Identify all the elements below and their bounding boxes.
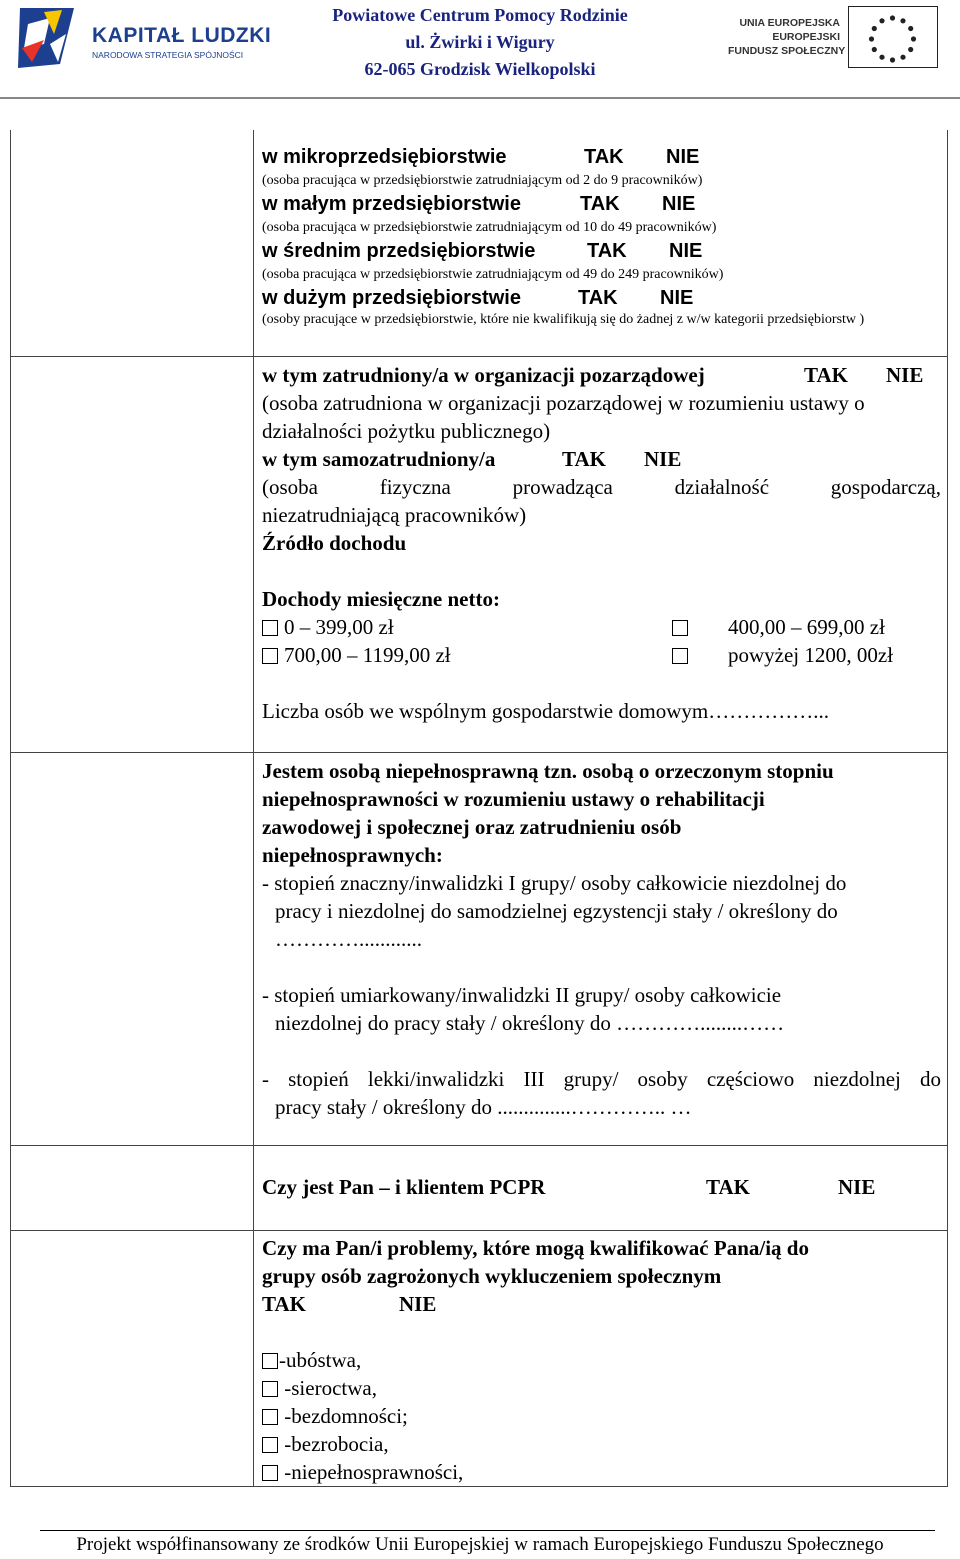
yes-option[interactable]: TAK: [706, 1175, 750, 1199]
exclusion-option-label: -ubóstwa,: [279, 1348, 362, 1372]
checkbox-icon[interactable]: [262, 1437, 278, 1453]
yes-option[interactable]: TAK: [584, 146, 624, 168]
yes-option[interactable]: TAK: [580, 193, 620, 215]
enterprise-option: [262, 286, 941, 310]
income-option[interactable]: [672, 641, 932, 669]
grade-1-line: pracy i niezdolnej do samodzielnej egzystencji stały / określony do: [275, 899, 838, 923]
exclusion-option-label: -niepełnosprawności,: [279, 1460, 464, 1484]
self-employment-note-cont: niezatrudniającą pracowników): [262, 503, 527, 527]
disability-heading-line: niepełnosprawności w rozumieniu ustawy o rehabilitacji: [262, 787, 765, 811]
eu-logo-line: UNIA EUROPEJSKA: [739, 17, 840, 29]
exclusion-option-label: -bezdomności;: [279, 1404, 408, 1428]
exclusion-option-label: -bezrobocia,: [279, 1432, 389, 1456]
income-source-label: Źródło dochodu: [262, 531, 407, 555]
income-option-label: 0 – 399,00 zł: [284, 615, 394, 639]
no-option[interactable]: NIE: [399, 1292, 437, 1316]
checkbox-icon[interactable]: [262, 620, 278, 636]
checkbox-icon[interactable]: [672, 620, 688, 636]
institution-address: [290, 2, 670, 83]
ngo-employment-row: [262, 361, 941, 389]
disability-grade-2[interactable]: [262, 981, 941, 1037]
grade-1-line: - stopień znaczny/inwalidzki I grupy/ osoby całkowicie niezdolnej do: [262, 871, 847, 895]
exclusion-option[interactable]: [262, 1374, 941, 1402]
household-size-field[interactable]: Liczba osób we wspólnym gospodarstwie domowym……………...: [262, 699, 829, 723]
form-row-enterprise: [11, 130, 948, 357]
enterprise-note: (osoby pracujące w przedsiębiorstwie, które nie kwalifikują się do żadnej z w/w kategorii przedsiębiorstw ): [262, 312, 865, 327]
checkbox-icon[interactable]: [262, 648, 278, 664]
income-option[interactable]: [672, 613, 932, 641]
enterprise-label: w małym przedsiębiorstwie: [262, 193, 521, 215]
exclusion-options: [262, 1346, 941, 1486]
income-option[interactable]: [262, 613, 672, 641]
form-row-exclusion: [11, 1231, 948, 1487]
yes-option[interactable]: TAK: [262, 1292, 306, 1316]
form-label-cell: [11, 1231, 254, 1487]
self-employment-note: (osoba fizyczna prowadząca działalność gospodarczą,: [262, 475, 941, 499]
enterprise-note: (osoba pracująca w przedsiębiorstwie zatrudniającym od 2 do 9 pracowników): [262, 173, 703, 188]
form-value-cell: [254, 357, 948, 753]
no-option[interactable]: NIE: [662, 193, 696, 215]
no-option[interactable]: NIE: [669, 240, 703, 262]
disability-grade-1[interactable]: [262, 869, 941, 953]
disability-heading-line: niepełnosprawnych:: [262, 843, 443, 867]
checkbox-icon[interactable]: [262, 1381, 278, 1397]
yes-option[interactable]: TAK: [578, 287, 618, 309]
enterprise-label: w średnim przedsiębiorstwie: [262, 240, 536, 262]
eu-flag-icon: [848, 6, 938, 68]
header-divider: [0, 97, 960, 99]
page-header: [0, 0, 960, 100]
disability-grade-3[interactable]: [262, 1065, 941, 1121]
kapital-ludzki-emblem-icon: [14, 4, 84, 72]
self-employment-label: w tym samozatrudniony/a: [262, 447, 496, 471]
income-option-label: 700,00 – 1199,00 zł: [284, 643, 451, 667]
application-form-table: [10, 130, 948, 1487]
enterprise-note: (osoba pracująca w przedsiębiorstwie zatrudniającym od 10 do 49 pracowników): [262, 220, 717, 235]
institution-street: ul. Żwirki i Wigury: [405, 32, 555, 52]
yes-option[interactable]: TAK: [562, 447, 606, 471]
enterprise-option: [262, 239, 941, 263]
exclusion-option[interactable]: [262, 1402, 941, 1430]
form-label-cell: [11, 130, 254, 357]
no-option[interactable]: NIE: [666, 146, 700, 168]
grade-1-line: …………............: [275, 927, 422, 951]
enterprise-option: [262, 145, 941, 169]
form-label-cell: [11, 357, 254, 753]
grade-3-line: pracy stały / określony do ..............………….. …: [275, 1095, 692, 1119]
form-value-cell: [254, 1146, 948, 1231]
kl-logo-subtitle: NARODOWA STRATEGIA SPÓJNOŚCI: [92, 50, 244, 60]
income-option-label: powyżej 1200, 00zł: [728, 643, 894, 667]
form-row-pcpr: [11, 1146, 948, 1231]
form-row-disability: [11, 753, 948, 1146]
income-option-label: 400,00 – 699,00 zł: [728, 615, 885, 639]
exclusion-option-label: -sieroctwa,: [279, 1376, 377, 1400]
institution-city: 62-065 Grodzisk Wielkopolski: [364, 59, 596, 79]
form-label-cell: [11, 1146, 254, 1231]
checkbox-icon[interactable]: [262, 1409, 278, 1425]
exclusion-question-line: Czy ma Pan/i problemy, które mogą kwalifikować Pana/ią do: [262, 1236, 809, 1260]
exclusion-option[interactable]: [262, 1458, 941, 1486]
enterprise-label: w dużym przedsiębiorstwie: [262, 287, 521, 309]
disability-heading: [262, 757, 941, 869]
self-employment-row: [262, 445, 941, 473]
exclusion-question: [262, 1234, 941, 1290]
page-footer: Projekt współfinansowany ze środków Unii Europejskiej w ramach Europejskiego Funduszu Społecznego: [76, 1534, 884, 1555]
eu-logo: [720, 6, 942, 72]
exclusion-option[interactable]: [262, 1346, 941, 1374]
enterprise-label: w mikroprzedsiębiorstwie: [262, 146, 507, 168]
form-value-cell: [254, 130, 948, 357]
eu-logo-text: [728, 16, 846, 58]
kapital-ludzki-logo: [14, 4, 272, 74]
income-option[interactable]: [262, 641, 672, 669]
monthly-income-label: Dochody miesięczne netto:: [262, 587, 500, 611]
yes-option[interactable]: TAK: [804, 363, 848, 387]
exclusion-option[interactable]: [262, 1430, 941, 1458]
grade-2-line: - stopień umiarkowany/inwalidzki II grupy/ osoby całkowicie: [262, 983, 782, 1007]
grade-2-line: niezdolnej do pracy stały / określony do …………........……: [275, 1011, 785, 1035]
disability-heading-line: Jestem osobą niepełnosprawną tzn. osobą o orzeczonym stopniu: [262, 759, 834, 783]
income-options: [262, 613, 941, 669]
form-value-cell: [254, 1231, 948, 1487]
checkbox-icon[interactable]: [672, 648, 688, 664]
no-option[interactable]: NIE: [644, 447, 682, 471]
form-row-employment-income: [11, 357, 948, 753]
kl-logo-title: KAPITAŁ LUDZKI: [92, 24, 272, 47]
pcpr-client-row: [262, 1173, 941, 1201]
ngo-employment-note: (osoba zatrudniona w organizacji pozarządowej w rozumieniu ustawy o działalności pożytku publicznego): [262, 391, 865, 443]
disability-heading-line: zawodowej i społecznej oraz zatrudnieniu osób: [262, 815, 682, 839]
enterprise-option: [262, 192, 941, 216]
institution-name: Powiatowe Centrum Pomocy Rodzinie: [332, 5, 628, 25]
pcpr-client-label: Czy jest Pan – i klientem PCPR: [262, 1175, 546, 1199]
yes-option[interactable]: TAK: [587, 240, 627, 262]
grade-3-line: - stopień lekki/inwalidzki III grupy/ osoby częściowo niezdolnej do: [262, 1067, 941, 1091]
eu-logo-line: EUROPEJSKI: [772, 31, 840, 43]
checkbox-icon[interactable]: [262, 1465, 278, 1481]
form-value-cell: [254, 753, 948, 1146]
ngo-employment-label: w tym zatrudniony/a w organizacji pozarządowej: [262, 363, 705, 387]
form-label-cell: [11, 753, 254, 1146]
exclusion-yes-no: [262, 1290, 941, 1318]
exclusion-question-line: grupy osób zagrożonych wykluczeniem społecznym: [262, 1264, 722, 1288]
checkbox-icon[interactable]: [262, 1353, 278, 1369]
eu-logo-line: FUNDUSZ SPOŁECZNY: [728, 45, 846, 57]
footer-divider: [40, 1530, 935, 1531]
no-option[interactable]: NIE: [660, 287, 694, 309]
no-option[interactable]: NIE: [838, 1175, 876, 1199]
no-option[interactable]: NIE: [886, 363, 924, 387]
enterprise-note: (osoba pracująca w przedsiębiorstwie zatrudniającym od 49 do 249 pracowników): [262, 267, 724, 282]
